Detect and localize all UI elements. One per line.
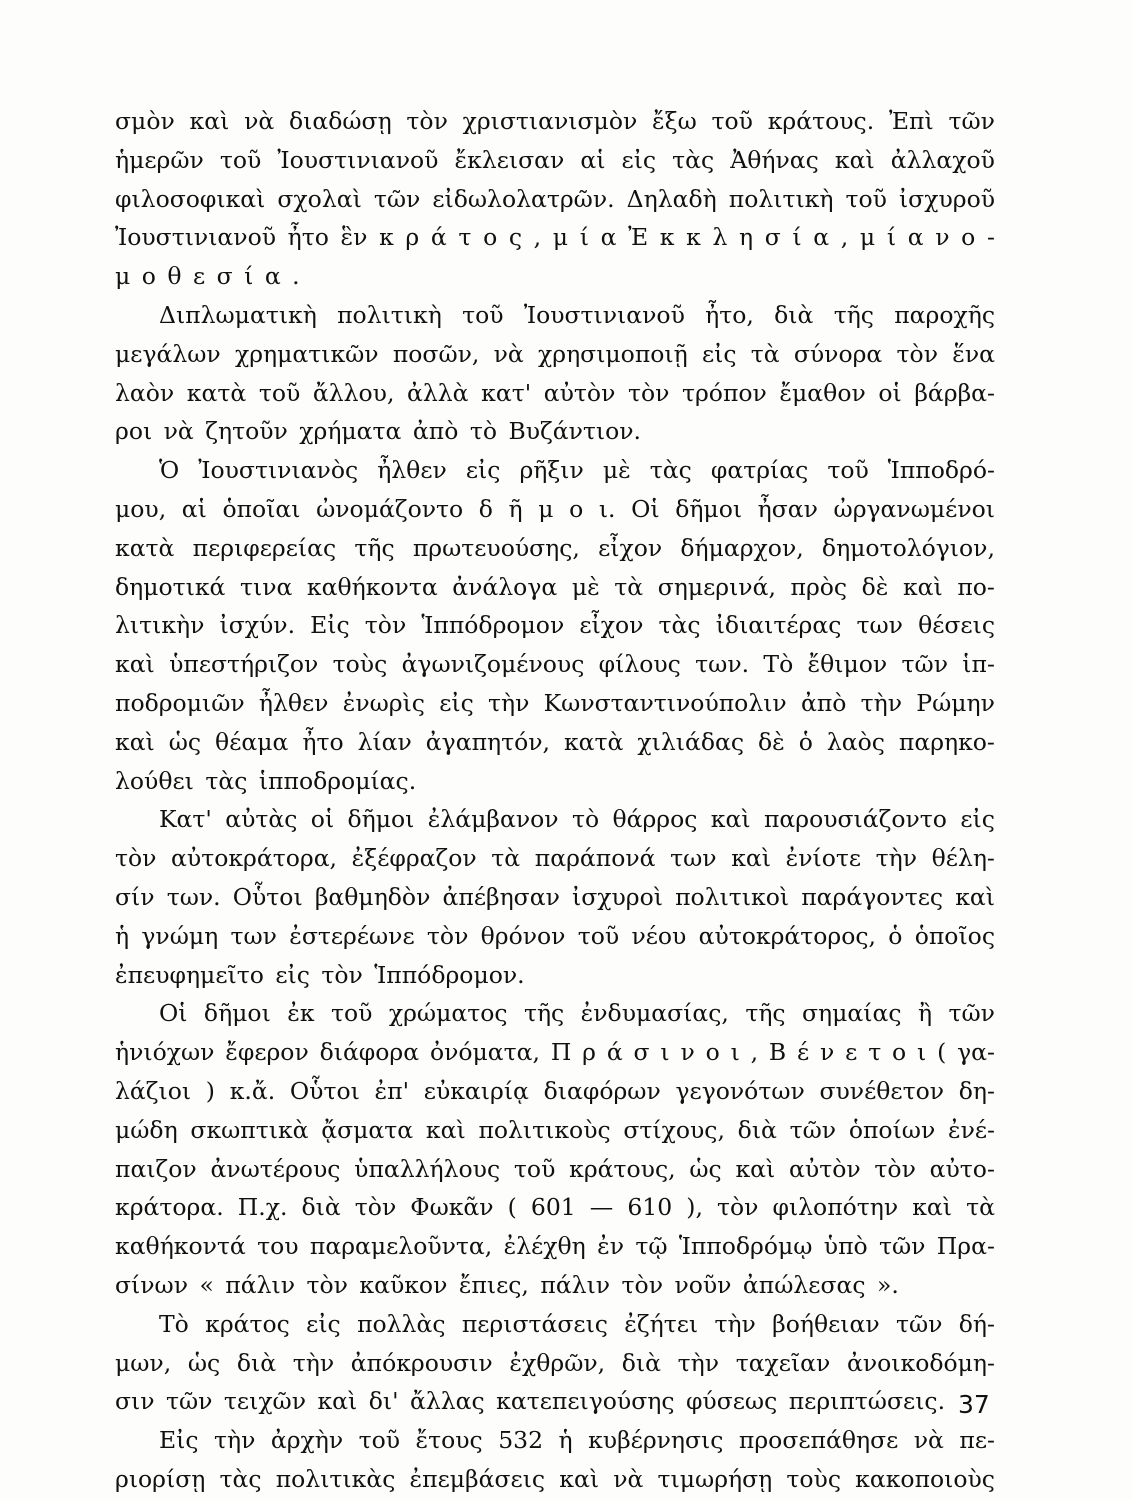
text-line: σίνων « πάλιν τὸν καῦκον ἔπιες, πάλιν τὸν νοῦν ἀπώλεσας ». <box>115 1270 899 1299</box>
text-line: ἐπευφημεῖτο εἰς τὸν Ἱππόδρομον. <box>115 960 525 989</box>
text-line: τὸν αὐτοκράτορα, ἐξέφραζον τὰ παράπονά των καὶ ἐνίοτε τὴν θέλη- <box>115 844 995 873</box>
text-line: κατὰ περιφερείας τῆς πρωτευούσης, εἶχον δήμαρχον, δημοτολόγιον, <box>115 533 995 562</box>
body-text <box>115 102 995 1499</box>
text-line: Ὁ Ἰουστινιανὸς ἦλθεν εἰς ρῆξιν μὲ τὰς φατρίας τοῦ Ἱπποδρό- <box>159 456 995 485</box>
text-line: λάζιοι ) κ.ἄ. Οὗτοι ἐπ' εὐκαιρίᾳ διαφόρων γεγονότων συνέθετον δη- <box>115 1076 995 1105</box>
text-line: λιτικὴν ἰσχύν. Εἰς τὸν Ἱππόδρομον εἶχον τὰς ἰδιαιτέρας των θέσεις <box>115 611 995 640</box>
text-line: ἡνιόχων ἔφερον διάφορα ὀνόματα, Π ρ ά σ ι ν ο ι , Β έ ν ε τ ο ι ( γα- <box>115 1038 995 1067</box>
text-line: καθήκοντά του παραμελοῦντα, ἐλέχθη ἐν τῷ Ἱπποδρόμῳ ὑπὸ τῶν Πρα- <box>115 1232 995 1261</box>
text-line: λαὸν κατὰ τοῦ ἄλλου, ἀλλὰ κατ' αὐτὸν τὸν τρόπον ἔμαθον οἱ βάρβα- <box>115 378 995 407</box>
page-number: 37 <box>958 1390 990 1419</box>
text-line: καὶ ὑπεστήριζον τοὺς ἀγωνιζομένους φίλους των. Τὸ ἔθιμον τῶν ἱπ- <box>115 650 995 679</box>
text-line: μων, ὡς διὰ τὴν ἀπόκρουσιν ἐχθρῶν, διὰ τὴν ταχεῖαν ἀνοικοδόμη- <box>115 1348 995 1377</box>
text-line: καὶ ὡς θέαμα ἦτο λίαν ἀγαπητόν, κατὰ χιλιάδας δὲ ὁ λαὸς παρηκο- <box>115 727 995 756</box>
text-line: Τὸ κράτος εἰς πολλὰς περιστάσεις ἐζήτει τὴν βοήθειαν τῶν δή- <box>159 1309 995 1338</box>
text-line: σίν των. Οὗτοι βαθμηδὸν ἀπέβησαν ἰσχυροὶ πολιτικοὶ παράγοντες καὶ <box>115 882 995 911</box>
text-line: Οἱ δῆμοι ἐκ τοῦ χρώματος τῆς ἐνδυμασίας, τῆς σημαίας ἢ τῶν <box>159 999 995 1028</box>
text-line: σιν τῶν τειχῶν καὶ δι' ἄλλας κατεπειγούσης φύσεως περιπτώσεις. <box>115 1387 946 1416</box>
text-line: Κατ' αὐτὰς οἱ δῆμοι ἐλάμβανον τὸ θάρρος καὶ παρουσιάζοντο εἰς <box>159 805 995 834</box>
text-line: λούθει τὰς ἱπποδρομίας. <box>115 766 417 795</box>
text-line: φιλοσοφικαὶ σχολαὶ τῶν εἰδωλολατρῶν. Δηλαδὴ πολιτικὴ τοῦ ἰσχυροῦ <box>115 184 995 213</box>
text-line: ἡμερῶν τοῦ Ἰουστινιανοῦ ἔκλεισαν αἱ εἰς τὰς Ἀθήνας καὶ ἀλλαχοῦ <box>115 145 995 174</box>
text-line: Εἰς τὴν ἀρχὴν τοῦ ἔτους 532 ἡ κυβέρνησις προσεπάθησε νὰ πε- <box>159 1426 995 1455</box>
text-line: κράτορα. Π.χ. διὰ τὸν Φωκᾶν ( 601 — 610 ), τὸν φιλοπότην καὶ τὰ <box>115 1193 995 1222</box>
text-line: ποδρομιῶν ἦλθεν ἐνωρὶς εἰς τὴν Κωνσταντινούπολιν ἀπὸ τὴν Ρώμην <box>115 688 995 717</box>
text-line: Διπλωματικὴ πολιτικὴ τοῦ Ἰουστινιανοῦ ἦτο, διὰ τῆς παροχῆς <box>159 300 995 329</box>
text-line: μ ο θ ε σ ί α . <box>115 262 300 291</box>
text-line: μώδη σκωπτικὰ ᾄσματα καὶ πολιτικοὺς στίχους, διὰ τῶν ὁποίων ἐνέ- <box>115 1115 995 1144</box>
text-line: Ἰουστινιανοῦ ἦτο ἓν κ ρ ά τ ο ς , μ ί α Ἐ κ κ λ η σ ί α , μ ί α ν ο - <box>115 223 995 252</box>
text-line: ριορίσῃ τὰς πολιτικὰς ἐπεμβάσεις καὶ νὰ τιμωρήσῃ τοὺς κακοποιοὺς <box>115 1464 995 1493</box>
text-line: σμὸν καὶ νὰ διαδώσῃ τὸν χριστιανισμὸν ἔξω τοῦ κράτους. Ἐπὶ τῶν <box>115 107 995 135</box>
text-line: παιζον ἀνωτέρους ὑπαλλήλους τοῦ κράτους, ὡς καὶ αὐτὸν τὸν αὐτο- <box>115 1154 995 1183</box>
text-line: μεγάλων χρηματικῶν ποσῶν, νὰ χρησιμοποιῇ εἰς τὰ σύνορα τὸν ἕνα <box>115 339 995 368</box>
text-line: μου, αἱ ὁποῖαι ὠνομάζοντο δ ῆ μ ο ι. Οἱ δῆμοι ἦσαν ὠργανωμένοι <box>115 494 995 523</box>
text-line: ροι νὰ ζητοῦν χρήματα ἀπὸ τὸ Βυζάντιον. <box>115 417 642 446</box>
text-line: ἡ γνώμη των ἐστερέωνε τὸν θρόνον τοῦ νέου αὐτοκράτορος, ὁ ὁποῖος <box>115 921 995 950</box>
text-line: δημοτικά τινα καθήκοντα ἀνάλογα μὲ τὰ σημερινά, πρὸς δὲ καὶ πο- <box>115 572 995 601</box>
